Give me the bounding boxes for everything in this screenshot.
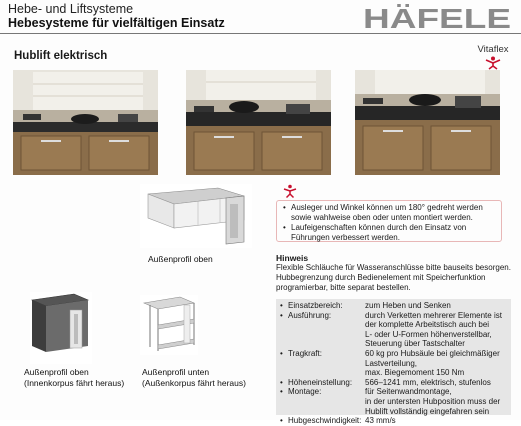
spec-value: 43 mm/s [365, 416, 396, 426]
spec-row [280, 320, 511, 330]
svg-text:HÄFELE: HÄFELE [363, 3, 511, 34]
caption-aussenkorpus-line2: (Außenkorpus fährt heraus) [142, 377, 246, 388]
spec-row [280, 301, 511, 311]
spec-row [280, 368, 511, 378]
diagram-aussenprofil-oben [140, 184, 252, 248]
vitaflex-figure-icon [484, 56, 502, 70]
spec-value: Lastverteilung, [365, 358, 418, 368]
spec-row [280, 359, 511, 369]
vitaflex-logo [473, 44, 513, 72]
section-title: Hublift elektrisch [14, 50, 108, 62]
spec-row [280, 311, 511, 321]
hafele-logo [363, 3, 511, 34]
hinweis-title: Hinweis [276, 253, 309, 263]
spec-value: zum Heben und Senken [365, 301, 451, 310]
spec-row [280, 349, 511, 359]
spec-value: Steuerung über Tastschalter [365, 339, 465, 349]
vitaflex-label: Vitaflex [477, 44, 509, 55]
spec-row [280, 416, 511, 426]
notice-item: • Ausleger und Winkel können um 180° gedreht werden sowie wahlweise oben oder unten montiert werden. [283, 203, 495, 223]
spec-key: • Montage: [280, 387, 365, 397]
spec-value: durch Verketten mehrerer Elemente ist [365, 310, 502, 320]
photo-kitchen-raised [355, 70, 500, 175]
spec-value: 566–1241 mm, elektrisch, stufenlos [365, 377, 491, 387]
spec-row [280, 330, 511, 340]
spec-value: L- oder U-Formen höhenverstellbar, [365, 329, 492, 339]
spec-value: für Seitenwandmontage, [365, 387, 452, 397]
spec-key [280, 397, 365, 407]
spec-key [280, 320, 365, 330]
spec-key [280, 330, 365, 340]
spec-value: der komplette Arbeitstisch auch bei [365, 320, 490, 330]
hinweis-text: Flexible Schläuche für Wasseranschlüsse bitte bauseits besorgen. Hubbegrenzung durch Bedienelement mit Speicherfunktion programierbar, bitte separat bestellen. [276, 263, 511, 292]
photo-kitchen-mid [186, 70, 331, 175]
spec-row [280, 378, 511, 388]
warning-icon [283, 184, 297, 198]
caption-aussenprofil-oben: Außenprofil oben [148, 254, 213, 264]
spec-value: Hublift vollständig eingefahren sein [365, 406, 490, 416]
caption-innenkorpus [24, 367, 124, 388]
spec-row [280, 397, 511, 407]
caption-aussenkorpus-line1: Außenprofil unten [142, 367, 210, 377]
spec-key: • Höheneinstellung: [280, 378, 365, 388]
spec-key [280, 339, 365, 349]
caption-innenkorpus-line1: Außenprofil oben [24, 367, 89, 377]
caption-aussenkorpus [142, 367, 246, 388]
spec-value: max. Biegemoment 150 Nm [365, 368, 465, 378]
notice-item: • Laufeigenschaften können durch den Einsatz von Führungen verbessert werden. [283, 223, 495, 243]
spec-key [280, 359, 365, 369]
notice-box [276, 200, 502, 242]
spec-row [280, 387, 511, 397]
spec-key: • Hubgeschwindigkeit: [280, 416, 365, 426]
diagram-innenkorpus [30, 292, 92, 364]
spec-key: • Tragkraft: [280, 349, 365, 359]
spec-key: • Ausführung: [280, 311, 365, 321]
spec-key [280, 368, 365, 378]
header-category: Hebe- und Liftsysteme [8, 2, 134, 16]
diagram-aussenkorpus [140, 295, 198, 355]
spec-value: in der untersten Hubposition muss der [365, 396, 501, 406]
spec-key: • Einsatzbereich: [280, 301, 365, 311]
photo-kitchen-lowered [13, 70, 158, 175]
spec-row [280, 339, 511, 349]
spec-value: 60 kg pro Hubsäule bei gleichmäßiger [365, 348, 500, 358]
caption-innenkorpus-line2: (Innenkorpus fährt heraus) [24, 377, 125, 388]
hafele-logo-icon [363, 3, 511, 34]
header-title: Hebesysteme für vielfältigen Einsatz [8, 16, 225, 30]
spec-row [280, 407, 511, 417]
spec-table [276, 299, 511, 426]
spec-key [280, 407, 365, 417]
